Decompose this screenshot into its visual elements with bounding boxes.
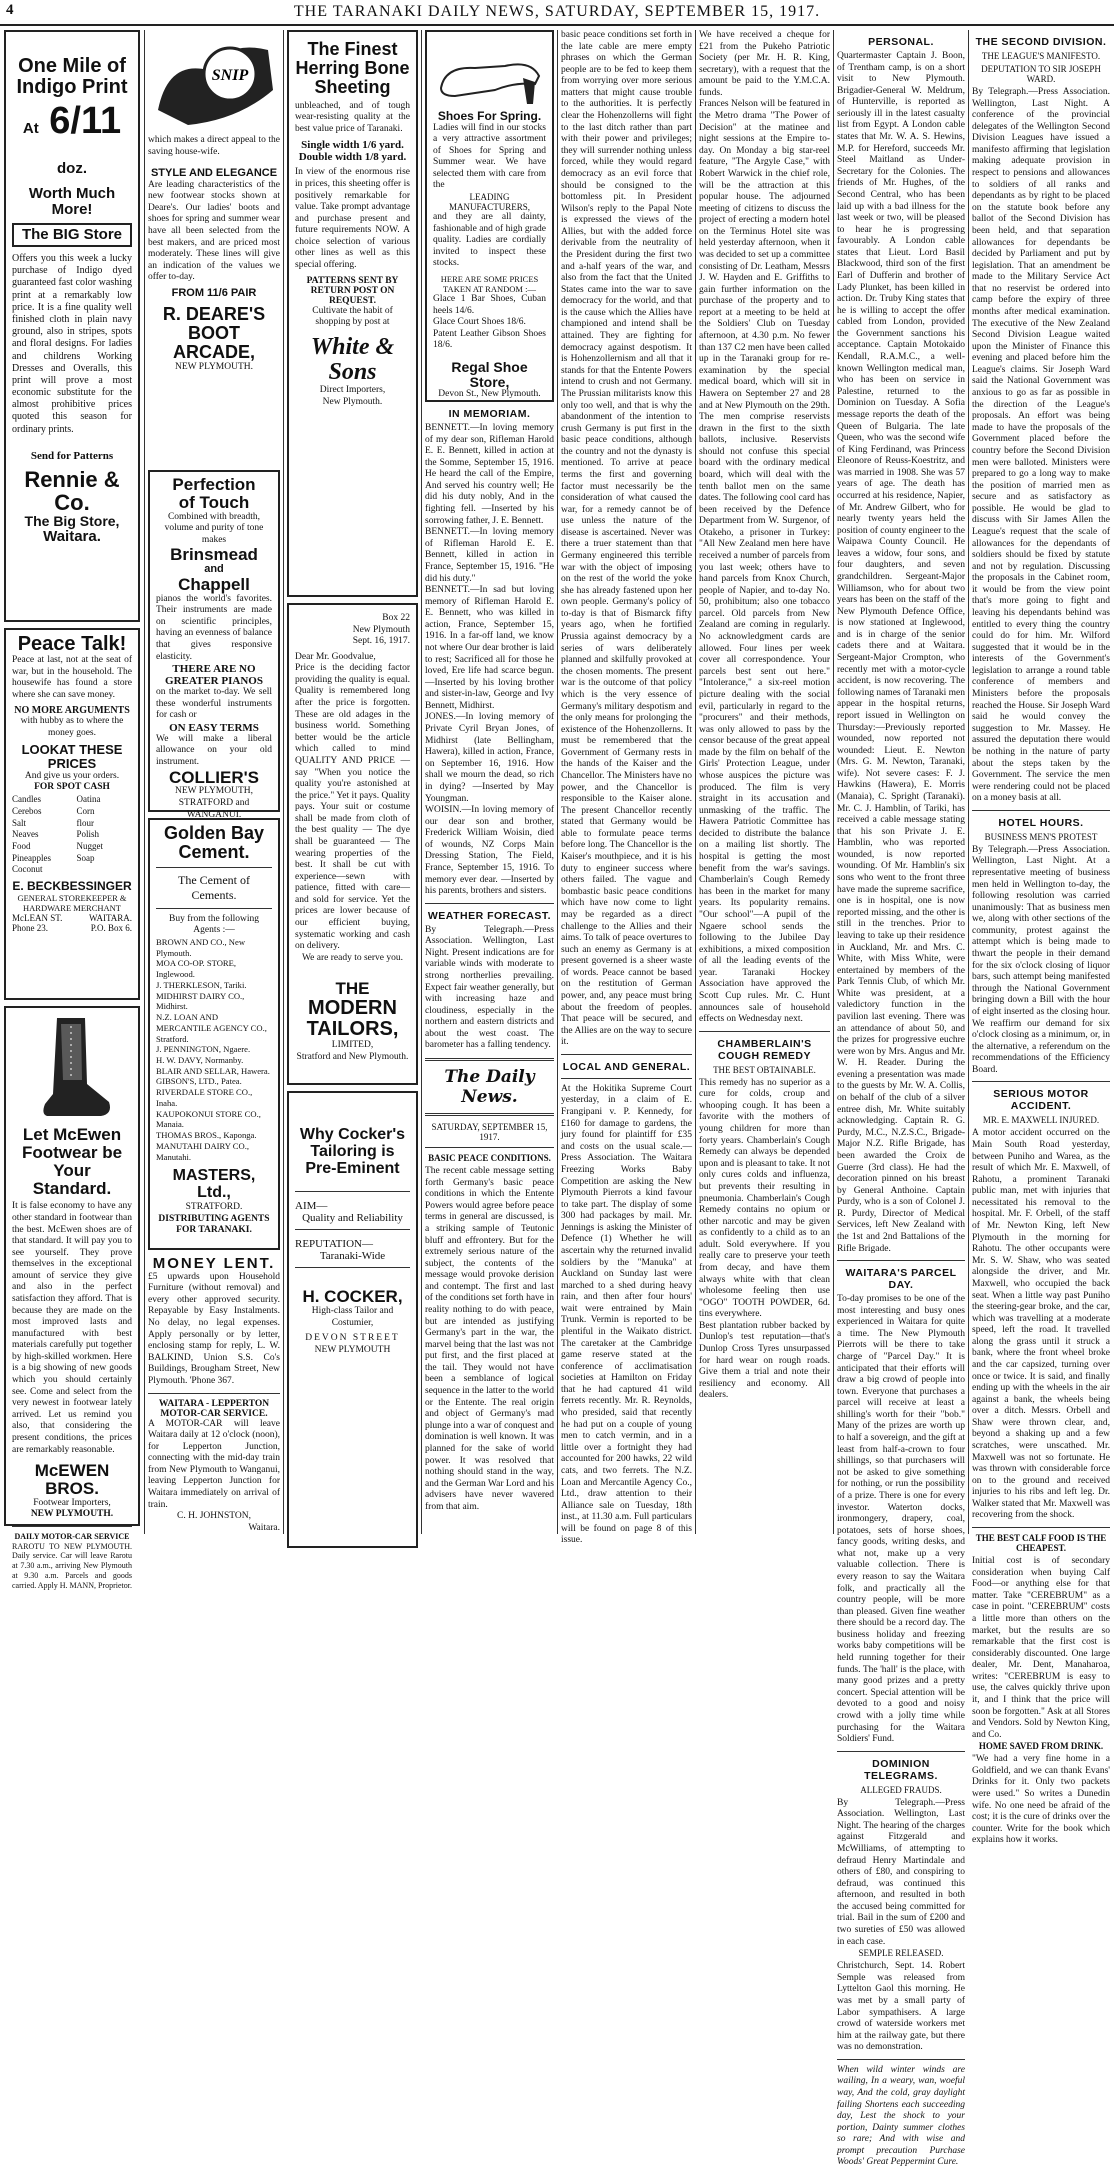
article-body: This remedy has no superior as a cure for colds, croup and whooping cough. It has been a favorite with the mothers of young children for more than forty years. Chamberlain's Cough Remedy can always be depended upon and is pleasant to take. It not only cures colds and influenza, but prevents their resulting in pneumonia. Chamberlain's Cough Remedy contains no opium or other narcotic and may be given as confidently to a child as to an adult. Sold everywhere. If you really care to preserve your teeth from decay, and have them always white with that clean wholesome feeling then use "OGO" TOOTH POWDER, 6d. tins everywhere.: [699, 1077, 830, 1320]
town: NEW PLYMOUTH.: [30, 1509, 114, 1520]
store-name: The BIG Store: [12, 223, 132, 247]
article-body: By Telegraph.—Press Association. Wellington, Last Night. At a representative meeting of business men held in Wellington to-day, the following resolution was carried unanimously: That as business men we, along with other sections of the community, protest against the attempt which is being made to thwart the people in their demand for the six o'clock closing of liquor bars, such attempt being manifested through the National Government bringing down a Bill with the hour of eight inserted as the closing hour. We reaffirm our demand for six o'clock closing as a minimum, or, in the alternative, a referendum on the recommendations of the Efficiency Board.: [972, 844, 1110, 1075]
letter-date: Sept. 16, 1917.: [352, 636, 410, 647]
town: Waitara.: [43, 527, 101, 545]
ad-body: £5 upwards upon Household Furniture (without removal) and every other approved security. Repayable by Easy Instalments. No delay, no legal expenses. Apply personally or by letter, enclosing stamp for reply, L. W. BALKIND, Union S.S. Co's Buildings, Brougham Street, New Plymouth. 'Phone 367.: [148, 1271, 280, 1386]
masthead: [0, 0, 1114, 26]
firm-sub: GENERAL STOREKEEPER & HARDWARE MERCHANT: [17, 892, 127, 914]
ad-unit: doz.: [57, 159, 87, 177]
section-subheading: THE BEST OBTAINABLE.: [713, 1064, 816, 1075]
ad-body: In view of the enormous rise in prices, this sheeting offer is positively remarkable for value. Take prompt advantage and purchase present and future requirements NOW. A choice selection of various other lines as well as this special offering.: [295, 167, 410, 271]
ad-text: FOR SPOT CASH: [34, 782, 110, 793]
section-heading: THE SECOND DIVISION.: [975, 36, 1107, 48]
ad-headline: Sheeting: [314, 76, 391, 97]
ad-headline: LOOKAT THESE PRICES: [21, 742, 123, 772]
memoriam-entry: BENNETT.—In loving memory of my dear son, Rifleman Harold E. E. Bennett, killed in action at the Somme, September 15, 1916. He heard the call of the Empire, And served his country well; He did his duty nobly, And in the fighting fell. —Inserted by his sorrowing father, J. E. Bennett.: [425, 423, 554, 526]
price-list: [12, 794, 132, 876]
section-subheading: ALLEGED FRAUDS.: [860, 1784, 942, 1795]
ad-body: pianos the world's favorites. Their instruments are made on scientific principles, having an evenness of balance that gives responsive elasticity.: [156, 593, 272, 662]
ad-text: DISTRIBUTING AGENTS FOR TARANAKI.: [158, 1213, 270, 1236]
firm-name: Rennie & Co.: [24, 466, 120, 515]
town: NEW PLYMOUTH: [314, 1344, 391, 1355]
price-item: Corn: [76, 806, 95, 817]
price-item: Glace Court Shoes 18/6.: [433, 317, 526, 328]
town: New Plymouth.: [322, 396, 383, 407]
ad-headline: STYLE AND ELEGANCE: [150, 167, 278, 180]
ad-text: with hubby as to where the money goes.: [20, 716, 124, 738]
column-rule: [421, 30, 422, 1534]
advert-verse: When wild winter winds are wailing, In a weary, wan, woeful way, And the cold, gray daylight failing Shortens each succeeding day, Lest the shock to your portion, Dainty summer clothes so rare; And with wise and prompt precaution Purchase Woods' Great Peppermint Cure.: [837, 2064, 965, 2168]
letter-close: We are ready to serve you.: [301, 952, 404, 963]
street: McLEAN ST.: [12, 913, 63, 924]
letter-body: Price is the deciding factor providing the quality is equal. Quality is remembered long after the price is forgotten. These are old adages in the business world. Something better would be the article which called to mind QUALITY AND PRICE —say "When you notice the quality you're astonished at the price." Yet it pays. Quality pays. Your suit or costume shall be made from cloth of the best quality — The dye shall be guaranteed — The wearing properties of the best. It shall be cut with experience—sewn with patience, fitted with care—and sold for service. Yet the prices are lower because of our efficient buying, systematic working and cash on delivery.: [295, 663, 410, 952]
agents-list: [156, 937, 272, 1162]
firm-sub: Footwear Importers,: [33, 1497, 111, 1508]
ad-headline: Indigo Print: [16, 76, 128, 98]
ad-headline: Tailoring is: [310, 1142, 395, 1160]
cocker-tailor-ad: [287, 1091, 418, 1548]
column-7: [837, 30, 965, 2168]
ad-text: AIM—: [295, 1200, 328, 1213]
article-body: By Telegraph.—Press Association. Wellington, Last Night. A conference of the provincial delegates of the Wellington Second Division Leagues have issued a manifesto affirming that legislation making adequate provision in respect to pensions and allowances to soldiers of all ranks and dependants as by right to be placed on the statute book before any ballot of the Second Division has been held, and that separation allowances for dependants be decided by Parliament and put by legislation. That an amendment be made to the Military Service Act that no reservist be ordered into camp before the expiry of three months after medical examination. The executive of the New Zealand Second Division League waited upon the Minister of Finance this evening and placed before him the League's claims. Sir Joseph Ward said the National Government was anxious to go as far as possible in the direction of the League's proposals. An effort was being made to have the proposals of the Government placed before the country before the Second Division men were balloted. Ministers were prepared to go a long way to make the position of married men as secure and as satisfactory as possible. He would be glad to discuss with Sir James Allen the League's request that the scale of allowances for the dependants of soldiers should be fixed by statute and not by regulation. Discussing the proposals in the Cabinet room, it would be from the view point that's more going to fight and leaving his dependants behind was entitled to every thing the country could do for him. Mr. Wilford suggested that it would be in the interests of the Government's legislation to arrange a round table conference of members and Ministers before the proposals reached the House. Sir Joseph Ward said he would convey the suggestion to Mr. Massey. He assured the deputation there would be nothing in the nature of party about the steps taken by the Government. The service the men were rendering could not be placed on a money basis at all.: [972, 87, 1110, 804]
herring-bone-ad: [287, 30, 418, 597]
price-item: Pineapples: [12, 852, 51, 863]
agent: GIBSON'S, LTD., Patea.: [156, 1076, 242, 1087]
page-number: 4: [6, 2, 14, 18]
firm-name: MODERN: [308, 997, 397, 1020]
memoriam-entry: JONES.—In loving memory of Private Cyril Bryan Jones, of Midhirst (late Bellingham, Hawera), killed in action, France, on September 16, 1916. How shall we mourn the dead, so rich in dying? —Inserted by May Youngman.: [425, 712, 554, 804]
article-body: Christchurch, Sept. 14. Robert Semple was released from Lyttelton Gaol this morning. He was met by a small party of Labor sympathisers. A large crowd of waterside workers met him at the railway gate, but there was no demonstration.: [837, 1961, 965, 2053]
agent: MOA CO-OP. STORE, Inglewood.: [156, 958, 237, 980]
column-rule: [144, 30, 145, 1534]
section-heading: IN MEMORIAM.: [448, 408, 531, 420]
price-item: Cerebos: [12, 806, 42, 817]
column-rule: [695, 30, 696, 1534]
firm-sub: Direct Importers,: [319, 385, 386, 396]
ad-headline: of Touch: [178, 492, 250, 512]
regal-shoe-ad: [425, 30, 554, 402]
town: WAITARA.: [88, 913, 132, 924]
ad-headline: MONEY LENT.: [152, 1255, 276, 1272]
money-lent-ad: [148, 1256, 280, 1388]
section-subheading: BUSINESS MEN'S PROTEST: [984, 831, 1098, 842]
column-6: [699, 30, 830, 1534]
ad-text: NO MORE ARGUMENTS: [14, 705, 130, 717]
peace-talk-ad: [4, 628, 140, 1000]
firm-name: R. DEARE'S: [162, 304, 266, 325]
article-body: Quartermaster Captain J. Boon, of Trentham camp, is on a short visit to New Plymouth. Brigadier-General W. Meldrum, of Hunterville, is reported as seriously ill in the latest casualty list from Egypt. A London cable states that Mr. W. A. S. Hewins, M.P. for Hereford, succeeds Mr. Steel Maitland as Under-Secretary for the Colonies. The friends of Mr. Hughes, of the Second Central, who has been laid up with a bad illness for the last week or two, will be pleased to hear he is progressing favourably. A London cable states that Lieut. Lord Basil Blackwood, third son of the first Earl of Dufferin and brother of Lady Plunket, has been killed in action. Dr. Truby King states that he is willing to accept the offer cabled from London, provided the Government sanctions his acceptance. Captain Motokaido Kendall, R.A.M.C., a well-known Wellington medical man, who has been on service in Palestine, returned to the Dominion on Tuesday. A Sofia message reports the death of the Queen of Bulgaria. The late Queen, who was the second wife of King Ferdinand, was Princess Eleonore of Reuss-Koestritz, and was married in 1908. She was 57 years of age. The death has occurred at his residence, Napier, of Mr. Andrew Gilbert, who for nearly twenty years held the position of county engineer to the Waipawa County Council. He leaves a widow, four sons, and four daughters, and seven grandchildren. Sergeant-Major Williamson, who for about two years has been on the staff of the New Plymouth Defence Office, is now stationed at Inglewood, and is in charge of the senior cadets there and at Waitara. Sergeant-Major Crompton, who recently met with a motor-cycle accident, is now recovering. The following names of Taranaki men appear in the hospital returns, report issued in Wellington on Thursday:—Previously reported wounded, now reported not wounded: Lieut. E. Newton (Mrs. G. M. Newton, Taranaki, wife). Not severe cases: F. J. Hawkins (Hawera), E. Morris (Manaia), C. Spright (Taranaki). Mr. C. J. Hamblin, of Tariki, has received a cable message stating that his son Private J. E. Hamblin, who was reported wounded, is now reported wounding. Of Mr. Hamblin's six sons who went to the front three have made the supreme sacrifice, one is in hospital, one is now reported missing, and the other is still in the trenches. Prior to leaving to take up their residence in Auckland, Mr. and Mrs. C. White, with Miss White, were entertained by members of the Park Tennis Club, of which Mr. White was president, at a valedictory function in the pavilion last evening. There was an attendance of about 50, and the prizes for progressive euchre were won by Mrs. Angus and Mr. W. H. Reader. During the evening a presentation was made to the guests by Mr. W. A. Collis, on behalf of the club of a silver entree dish, Mr. White suitably acknowledging. Captain R. G. Purdy, M.C., N.Z.S.C., Brigade-Major N.Z. Rifle Brigade, has been awarded the Croix de Guerre (3rd class). He had the decoration pinned on his breast by General Anthoine. Captain Purdy, who is a son of Colonel J. R. Purdy, Director of Medical Services, left New Zealand with the 1st and 2nd Battalions of the Rifle Brigade.: [837, 51, 965, 1254]
section-subheading: THE BEST CALF FOOD IS THE CHEAPEST.: [975, 1533, 1107, 1554]
section-heading: LOCAL AND GENERAL.: [562, 1060, 691, 1073]
agent: BLAIR AND SELLAR, Hawera.: [156, 1065, 270, 1076]
price-item: Coconut: [12, 864, 43, 875]
article-body: A motor accident occurred on the Main South Road yesterday, between Puniho and Warea, as the result of which Mr. E. Maxwell, of Rahotu, a prominent Taranaki public man, met with injuries that necessitated his removal to the hospital. Mr. F. Orbell, of the staff of Mr. Newton King, left New Plymouth in the morning for Rahotu. The other occupants were Mr. S. W. Shaw, who was seated alongside the driver, and Mr. Maxwell, who occupied the back seat. When a little way past Puniho the steering-gear broke, and the car, which was travelling at a moderate speed, left the road. It travelled along the grass until it struck a bank, where the front wheel broke and the car capsized, turning over once or twice. It is said, and finally ending up with the wheels in the air against a bank, the wheels being over a ditch. Messrs. Orbell and Shaw were thrown clear, and, beyond a shaking up and a few scratches, were unscathed. Mr. Maxwell was not so fortunate. He was thrown with considerable force on to the ground and received injuries to his ribs and left leg. Dr. Walker stated that Mr. Maxwell was recovering from the shock.: [972, 1128, 1110, 1521]
ad-body: and they are all dainty, fashionable and of high grade quality. Ladies are cordially invited to inspect these stocks.: [433, 212, 546, 269]
boot-illustration-icon: [27, 1014, 117, 1124]
editorial-title: BASIC PEACE CONDITIONS.: [428, 1153, 551, 1164]
section-heading: WAITARA'S PARCEL DAY.: [845, 1267, 957, 1292]
editorial-body: basic peace conditions set forth in the late cable are mere empty phrases on which the German people are to be fed to keep them from worrying over more serious matters that might cause trouble to the authorities. It is perfectly clear the Hohenzollerns will fight to the last ditch rather than part with their power and privileges; they will surrender nothing unless forced, while they would regard democracy as an evil force that should be consigned to the bottomless pit. In President Wilson's reply to the Papal Note is expressed the views of the Allies, but with the added force derivable from the neutrality of the President during the first two and a-half years of the war, and also from the fact that the United States came into the war to save democracy for the world, and that is the cause which the Allies have championed and intend shall be attained. They are fighting for democracy against despotism. It is Hohenzollernism and all that it stands for that the Entente Powers intend to crush and not Germany. The Prussian militarists know this only too well, and that is why the abandonment of the intention to crush Germany is put first in the basic peace conditions, although the country and not the dynasty is mentioned. To arrive at peace terms the first and governing factor must necessarily be the consideration of what caused the war, for a remedy cannot be of use unless the nature of the disease is ascertained. Never was there a truer statement than that Germany engineered this terrible war with the object of imposing on the rest of the world the yoke she has already fastened upon her own people. Germany's policy of to-day is that of Bismarck fifty years ago, when he fortified Prussia against democracy by a series of wars deliberately planned and skilfully provoked at the chosen moments. The present war is the outcome of that policy which is the very essence of Germany's military despotism and the only means for prolonging the existence of the Hohenzollerns. It must be remembered that the Government of Germany rests in the hands of the Kaiser and the Chancellor. The Ministers have no power, and the Chancellor is responsible to the Kaiser alone. The present Chancellor recently stated that Germany would be able to formulate peace terms before long. The Chancellor is the Kaiser's mouthpiece, and it is his duty to engineer success where others failed. The vague and bombastic basic peace conditions which have now come to light may be regarded as a direct challenge to the Allies and their aims. To talk of peace overtures to such an enemy as Germany is at present governed is a sheer waste of words. Peace cannot be based on the restitution of German power, and, any peace must bring about the freedom of peoples. That peace will be secured, and the Allies are on the way to secure it.: [561, 30, 692, 1048]
ad-headline: Why Cocker's: [299, 1126, 406, 1143]
ad-headline: Shoes For Spring.: [437, 109, 542, 123]
section-subheading: THE LEAGUE'S MANIFESTO.: [981, 51, 1101, 61]
ad-headline: Cement.: [178, 841, 250, 862]
agent: THOMAS BROS., Kaponga.: [156, 1130, 257, 1141]
ad-text: LEADING MANUFACTURERS,: [448, 192, 531, 213]
column-4: [425, 30, 554, 1534]
ad-text: Taranaki-Wide: [319, 1250, 386, 1263]
section-heading: CHAMBERLAIN'S COUGH REMEDY: [717, 1037, 812, 1062]
firm-name: THE: [335, 979, 370, 999]
agent: H. W. DAVY, Normanby.: [156, 1055, 244, 1066]
ad-text: PATTERNS SENT BY RETURN POST ON REQUEST.: [306, 275, 399, 306]
ad-text: THERE ARE NO GREATER PIANOS: [165, 663, 263, 688]
ad-body: A MOTOR-CAR will leave Waitara daily at 12 o'clock (noon), for Lepperton Junction, connecting with the mid-day train from New Plymouth to Wanganui, leaving Lepperton Junction for Waitara immediately on arrival of train.: [148, 1418, 280, 1510]
ad-headline: One Mile of: [18, 55, 126, 77]
letter-town: New Plymouth: [352, 624, 410, 635]
article-body: Best plantation rubber backed by Dunlop's test reputation—that's Dunlop Cross Tyres unsurpassed for hard wear on rough roads. Give them a trial and note their resiliency and economy. All dealers.: [699, 1320, 830, 1401]
price-item: Glace 1 Bar Shoes, Cuban heels 14/6.: [433, 293, 546, 316]
price-item: Salt: [12, 817, 27, 828]
price-item: Soap: [76, 852, 95, 863]
ad-body: Peace at last, not at the seat of war, but in the household. The housewife has found a store where she can save money.: [12, 655, 132, 700]
firm-name: H. COCKER,: [302, 1287, 403, 1307]
ad-body: unbleached, and of tough wear-resisting quality at the best value price of Taranaki.: [295, 100, 410, 134]
piano-ad: [148, 470, 280, 820]
firm-name: MASTERS, Ltd.,: [172, 1167, 256, 1202]
letter-greeting: Dear Mr. Goodvalue,: [295, 651, 376, 662]
ad-text: REPUTATION—: [295, 1238, 373, 1251]
shoe-illustration-icon: [435, 38, 545, 108]
article-body: We have received a cheque for £21 from the Pukeho Patriotic Society (per Mr. H. R. King, secretary), with a request that the amount be paid to the Y.M.C.A. funds.: [699, 30, 830, 98]
brand-name: Chappell: [178, 574, 250, 594]
ad-body: Offers you this week a lucky purchase of Indigo dyed guaranteed fast color washing print at a remarkably low price. It is a fine quality well finished cloth in plain navy ground, also in stripes, spots and floral designs. For ladies and childrens Working Dresses and Overalls, this print will prove a most economic substitute for the almost prohibitive prices quoted this season for ordinary prints.: [12, 253, 132, 435]
column-rule: [557, 30, 558, 1534]
agent: KAUPOKONUI STORE CO., Manaia.: [156, 1108, 261, 1130]
ad-body: Are leading characteristics of the new footwear stocks shown at Deare's. Our ladies' boots and shoes for spring and summer wear have all been selected from the best makers, and are priced most moderately. These lines will give an indication of the values we offer to-day.: [148, 179, 280, 283]
article-body: Initial cost is of secondary consideration when buying Calf Food—or anything else for that matter. Take "CEREBRUM" as a case in point. "CEREBRUM" costs a little more than others on the market, but the results are so remarkable that the first cost is considerably discounted. One large dealer, Mr. Dent, Manaharoa, writes: "CEREBRUM is easy to use, the calves quickly thrive upon it, and I think that the price will soon be forgotten." Ask at all Stores and Vendors. Sold by Newton King, and Co.: [972, 1556, 1110, 1740]
ad-body: It is false economy to have any other standard in footwear than the best. McEwen shoes are of that standard. It will pay you to see yourself. They prove themselves in the exceptional amount of service they give and also in the perfect satisfaction they afford. That is because they are made on the most improved lasts and manufactured with best materials carefully put together by high-skilled workmen. Here is a big showing of new goods which you should certainly see. Come and select from the very newest in footwear lately arrived. Let us remind you also, that considering the present conditions, the prices are remarkably reasonable.: [12, 1201, 132, 1455]
price-item: flour: [76, 817, 94, 828]
town: NEW PLYMOUTH.: [174, 362, 254, 373]
ad-text: Buy from the following Agents :—: [169, 913, 259, 936]
article-body: Frances Nelson will be featured in the Metro drama "The Power of Decision" at the matinee and night sessions at the Empire to-day. On Monday a big star-reel feature, "The Argyle Case," with Robert Warwick in the chief role, will be the attraction at this popular house. The adjourned meeting of citizens to discuss the project of erecting a modern hotel on the Terminus Hotel site was held yesterday afternoon, when it was decided to set up a committee consisting of Dr. Leatham, Messrs J. W. Hayden and E. Griffiths to gain further information on the purchase of the property and to report at a meeting to be held at the Soldiers' Club on Tuesday afternoon, at 4.30 p.m. No fewer than 137 C2 men have been called up in the Taranaki group for re-examination by the special medical board, which will sit in Hawera on September 27 and 28 and at New Plymouth on the 29th. The men comprise reservists drawn in the first to the sixth ballots, inclusive. Reservists should not confuse this special board with the ordinary medical board, which will deal with the tenth ballot men on the same dates. The following cool card has been received by the Defence Department from W. Surgenor, of Otakeho, a prisoner in Turkey: "All New Zealand men here have received a number of parcels from you last week; others have to hand parcels from Knox Church, people of Napier, and to-day No. 50, prohibitum; also one tobacco parcel. Old parcels from New Zealand are coming in regularly. No acknowledgment cards are allowed. Four lines per week cover all correspondence. Your parcels best sent out here." "Intolerance," a six-reel motion picture dealing with the social evil, particularly in regard to the "procurers" and their methods, was only allowed to pass by the censor because of the great appeal made by the film on behalf of the Girls' Protection League, under whose auspices the picture was produced. The film is very straight in its accusation and unmasking of the traffic. The Hawera Patriotic Committee has decided to distribute the balance on a mailing list shortly. The hospital is getting the most benefit from the war's savings. Chamberlain's Cough Remedy has been in the market for many years. Its popularity remains. "Our school"—A pupil of the Ngaere school sends the following to the Jubilee Day exhibitions, a mixed composition of all the leading events of the year. Taranaki Hockey Association have approved the Scott Cup rules. Mr. C. Hunt announces sale of household effects on Wednesday next.: [699, 99, 830, 1025]
agent: MANUTAHI DAIRY CO., Manutahi.: [156, 1140, 250, 1162]
column-rule: [833, 30, 834, 1534]
brand-name: Brinsmead: [170, 545, 258, 565]
ad-price: Single width 1/6 yard.: [301, 139, 404, 152]
ad-text: Quality and Reliability: [302, 1212, 403, 1225]
ad-body: Ladies will find in our stocks a very attractive assortment of Shoes for Spring and Summer wear. We have selected them with care from the: [433, 122, 546, 191]
firm-name: Regal Shoe Store,: [451, 358, 528, 390]
firm-name: McEWEN BROS.: [34, 1461, 110, 1498]
editorial-body: The recent cable message setting forth Germany's basic peace conditions in which the Entente Powers would agree before peace terms in general are discussed, is a striking sample of Teutonic bluff and effrontery. But for the extremely serious nature of the subject, the contents of the message would provoke derision and contempt. The first and last of the conditions set forth have in reality nothing to do with peace, but are intended as justifying Germany's part in the war, the marvel being that the last was not put first, and the first placed at the tail. They would not have been a semblance of logical sequence in the latter to the world or the Entente. The real origin and object of Germany's mad plunge into a war of conquest and domination is well known. It was planned for the sake of world power. It was resolved that nothing should stand in the way, and the German War Lord and his advisers have never wavered from that aim.: [425, 1166, 554, 1512]
town: Stratford and New Plymouth.: [296, 1051, 409, 1062]
section-heading: DOMINION TELEGRAMS.: [864, 1757, 938, 1782]
ad-price: Double width 1/8 yard.: [298, 151, 407, 164]
mcewen-footwear-ad: [4, 1006, 140, 1590]
section-subheading: HOME SAVED FROM DRINK.: [978, 1741, 1104, 1752]
ad-text: Send for Patterns: [30, 449, 114, 462]
ad-body: We will make a liberal allowance on your old instrument.: [156, 733, 272, 768]
ad-body: Combined with breadth, volume and purity of tone makes: [164, 511, 264, 545]
column-3: [287, 30, 418, 1534]
agent: BROWN AND CO., New Plymouth.: [156, 936, 246, 958]
agent: MIDHIRST DAIRY CO., Midhirst.: [156, 990, 245, 1012]
ad-headline: Your Standard.: [32, 1160, 112, 1198]
ad-text: And give us your orders.: [24, 770, 120, 781]
section-heading: SERIOUS MOTOR ACCIDENT.: [993, 1088, 1089, 1113]
firm-name: COLLIER'S: [169, 767, 259, 787]
ad-text: The Cement of Cements.: [178, 872, 250, 902]
ad-text: At: [22, 120, 39, 137]
firm-sub: LIMITED,: [331, 1040, 374, 1051]
memoriam-entry: WOISIN.—In loving memory of our dear son and brother, Frederick William Woisin, died of wounds, NZ Corps Main Dressing Station, The Field, France, September 15, 1916. To memory ever dear. —Inserted by his parents, brothers and sisters.: [425, 805, 554, 897]
price-item: Patent Leather Gibson Shoes 18/6.: [433, 328, 546, 351]
ad-headline: Let McEwen: [22, 1125, 122, 1144]
ad-headline: The Finest: [307, 39, 398, 59]
firm-name: ARCADE,: [172, 342, 255, 363]
editorial-date: SATURDAY, SEPTEMBER 15, 1917.: [431, 1122, 548, 1143]
snip-logo-text: SNIP: [211, 67, 249, 84]
column-rule: [283, 30, 284, 1534]
firm-name: E. BECKBESSINGER: [12, 879, 132, 894]
town: NEW PLYMOUTH, STRATFORD and WANGANUI.: [174, 786, 254, 820]
ad-headline: Pre-Eminent: [305, 1159, 400, 1177]
article-body: By Telegraph.—Press Association. Wellington, Last Night. Present indications are for variable winds with moderate to strong northerlies prevailing. Expect fair weather generally, but with increasing haze and cloudiness, especially in the northern and eastern districts and about the west coast. The barometer has a falling tendency.: [425, 924, 554, 1051]
section-subheading: SEMPLE RELEASED.: [858, 1948, 944, 1959]
column-1: [4, 30, 140, 1590]
column-8: [972, 30, 1110, 1846]
firm-name: TAILORS,: [306, 1018, 399, 1041]
ad-headline: Perfection: [172, 475, 256, 494]
snip-shoe-ad: [148, 30, 280, 470]
memoriam-entry: BENNETT.—In sad but loving memory of Rifleman Harold E. E. Bennett, who was killed in action, France, September 15, 1916. In a far-off land, we know not where Our dear brother is laid to rest; Sacrificed all for those he loved, Ere life had scarce begun. —Inserted by his loving brother and sister-in-law, George and Ivy Bennett, Midhirst.: [425, 585, 554, 711]
price-item: Candles: [12, 794, 41, 805]
section-subheading: DEPUTATION TO SIR JOSEPH WARD.: [981, 64, 1101, 84]
letter-box: Box 22: [382, 613, 410, 623]
column-5: [561, 30, 692, 1546]
ad-text: Cultivate the habit of shopping by post at: [312, 305, 393, 328]
ad-price: 6/11: [49, 100, 122, 142]
section-subheading: MR. E. MAXWELL INJURED.: [982, 1115, 1100, 1126]
section-heading: HOTEL HOURS.: [998, 816, 1084, 829]
column-rule: [968, 30, 969, 1534]
article-body: At the Hokitika Supreme Court yesterday, in a claim of E. Frangipani v. P. Kennedy, for £160 for damage to gardens, the jury found for plaintiff for £35 and costs on the usual scale.—Press Association. The Waitara Freezing Works Baby Competition are asking the New Plymouth Pierrots a kind favour to take part. The display of some 300 had packages by mail. Mr. Jennings is asking the Minister of Defence (1) Whether he will ascertain why the returned invalid soldiers by the "Manuka" at Auckland on Sunday last were marched to a shed during heavy rain, and then after four hours' wait were entrained by Main Trunk. Vermin is reported to be plentiful in the Waikato district. The caretaker at the Cambridge game reserve stated at the conference of acclimatisation societies at Hamilton on Friday that he had captured 41 wild ferrets recently. Mr. R. Reynolds, who presided, said that recently he had put on a couple of young men to catch vermin, and in a little over a fortnight they had accounted for 200 hawks, 22 wild cats, and two ferrets. The N.Z. Loan and Mercantile Agency Co., Ltd., draw attention to their Alliance sale on Tuesday, 18th inst., at 11.30 a.m. Full particulars will be found on page 8 of this issue.: [561, 1083, 692, 1546]
ad-text: ON EASY TERMS: [169, 721, 259, 734]
article-body: "We had a very fine home in a Goldfield, and we can thank Evans' Drinks for it. Only two packets were used." So writes a Dunedin wife. No one need be afraid of the cost; it is the cure of drinks over the counter. Write for the book which explains how it works.: [972, 1754, 1110, 1846]
ad-headline: Golden Bay: [163, 823, 265, 843]
indigo-print-ad: [4, 30, 140, 622]
ad-headline: Worth Much More!: [28, 184, 116, 218]
po-box: P.O. Box 6.: [90, 923, 132, 934]
ad-text: HERE ARE SOME PRICES TAKEN AT RANDOM :—: [440, 273, 539, 294]
cement-ad: [148, 818, 280, 1250]
town: Devon St., New Plymouth.: [438, 389, 541, 400]
firm-name: BOOT: [188, 323, 240, 344]
article-body: To-day promises to be one of the most interesting and busy ones experienced in Waitara for quite a time. The New Plymouth Pierrots will be there to take charge of "Parcel Day." It is anticipated that their efforts will draw a big crowd of people into town. Everyone that purchases a parcel will receive at least a shilling's worth for their "bob." Many of the prizes are worth up to half a sovereign, and the gift at least from half-a-crown to four shillings, so that purchasers will not be asked to give something for nothing, or run the possibility of a prize. There is one for every investor. Waterton docks, ironmongery, drapery, coal, potatoes, sets of horse shoes, fancy goods, writing desks, and what not, make up a very valuable collection. There is every reason to say the Waitara folk, and practically all the country people, will be more than pleased. Given fine weather there should be a record day. The business holiday and freezing works baby competitions will be held running together for their funds. The 'hall' is the place, with many good prizes and a pretty concert. Special attention will be devoted to a good and noisy crowd with a jolly time while purchasing for the Waitara Soldiers' Fund.: [837, 1294, 965, 1745]
agent: J. THERKLESON, Tariki.: [156, 979, 247, 990]
agent: N.Z. LOAN AND MERCANTILE AGENCY CO., Stratford.: [156, 1012, 267, 1044]
street: DEVON STREET: [305, 1333, 400, 1344]
ad-price: FROM 11/6 PAIR: [171, 286, 257, 299]
price-item: Oatina: [76, 794, 101, 805]
firm-name: White & Sons: [310, 333, 395, 385]
firm-sub: The Big Store,: [24, 513, 120, 530]
waitara-motor-ad: [148, 1399, 280, 1535]
article-body: By Telegraph.—Press Association. Wellington, Last Night. The hearing of the charges against Fitzgerald and McWilliams, of attempting to defraud Henry Martindale and others of £80, and conspiring to defraud, was continued this afternoon, and resulted in both the accused being committed for trial. Bail in the sum of £200 and two sureties of £50 was allowed in each case.: [837, 1797, 965, 1947]
memoriam-entry: BENNETT.—In loving memory of Rifleman Harold E. E. Bennett, killed in action in France, September 15, 1916. "He did his duty.": [425, 527, 554, 584]
ad-headline: Footwear be: [21, 1142, 123, 1162]
ad-headline: Peace Talk!: [17, 633, 127, 655]
owner-name: C. H. JOHNSTON,: [177, 1511, 251, 1522]
agent: RIVERDALE STORE CO., Inaha.: [156, 1087, 253, 1108]
town: Waitara.: [248, 1522, 280, 1533]
agent: J. PENNINGTON, Ngaere.: [156, 1044, 251, 1055]
column-2: [148, 30, 280, 1534]
ad-text: which makes a direct appeal to the saving house-wife.: [148, 135, 280, 157]
town: STRATFORD.: [185, 1201, 243, 1212]
brand-name: and: [204, 563, 224, 576]
section-heading: WEATHER FORECAST.: [427, 909, 552, 922]
modern-tailors-ad: [287, 603, 418, 1085]
phone: Phone 23.: [12, 923, 48, 934]
ad-headline: Herring Bone: [295, 57, 410, 78]
snip-logo-icon: [148, 30, 280, 130]
motor-service-body: RAROTU TO NEW PLYMOUTH. Daily service. Car will leave Rarotu at 7.30 a.m., arriving New Plymouth at 9.30 a.m. Parcels and goods carried. Apply H. MANN, Proprietor.: [12, 1541, 132, 1590]
price-item: Nugget: [76, 841, 103, 852]
price-item: Neaves: [12, 829, 39, 840]
motor-service-title: DAILY MOTOR-CAR SERVICE: [14, 1531, 130, 1541]
section-heading: PERSONAL.: [868, 36, 934, 48]
price-item: Polish: [76, 829, 100, 840]
firm-sub: High-class Tailor and Costumier,: [311, 1306, 394, 1328]
ad-headline: WAITARA - LEPPERTON MOTOR-CAR SERVICE.: [158, 1398, 270, 1419]
newspaper-title: THE TARANAKI DAILY NEWS, SATURDAY, SEPTEMBER 15, 1917.: [293, 3, 821, 20]
ad-body: on the market to-day. We sell these wonderful instruments for cash or: [156, 687, 272, 721]
price-item: Food: [12, 841, 31, 852]
editorial-masthead: The Daily News.: [444, 1067, 535, 1108]
